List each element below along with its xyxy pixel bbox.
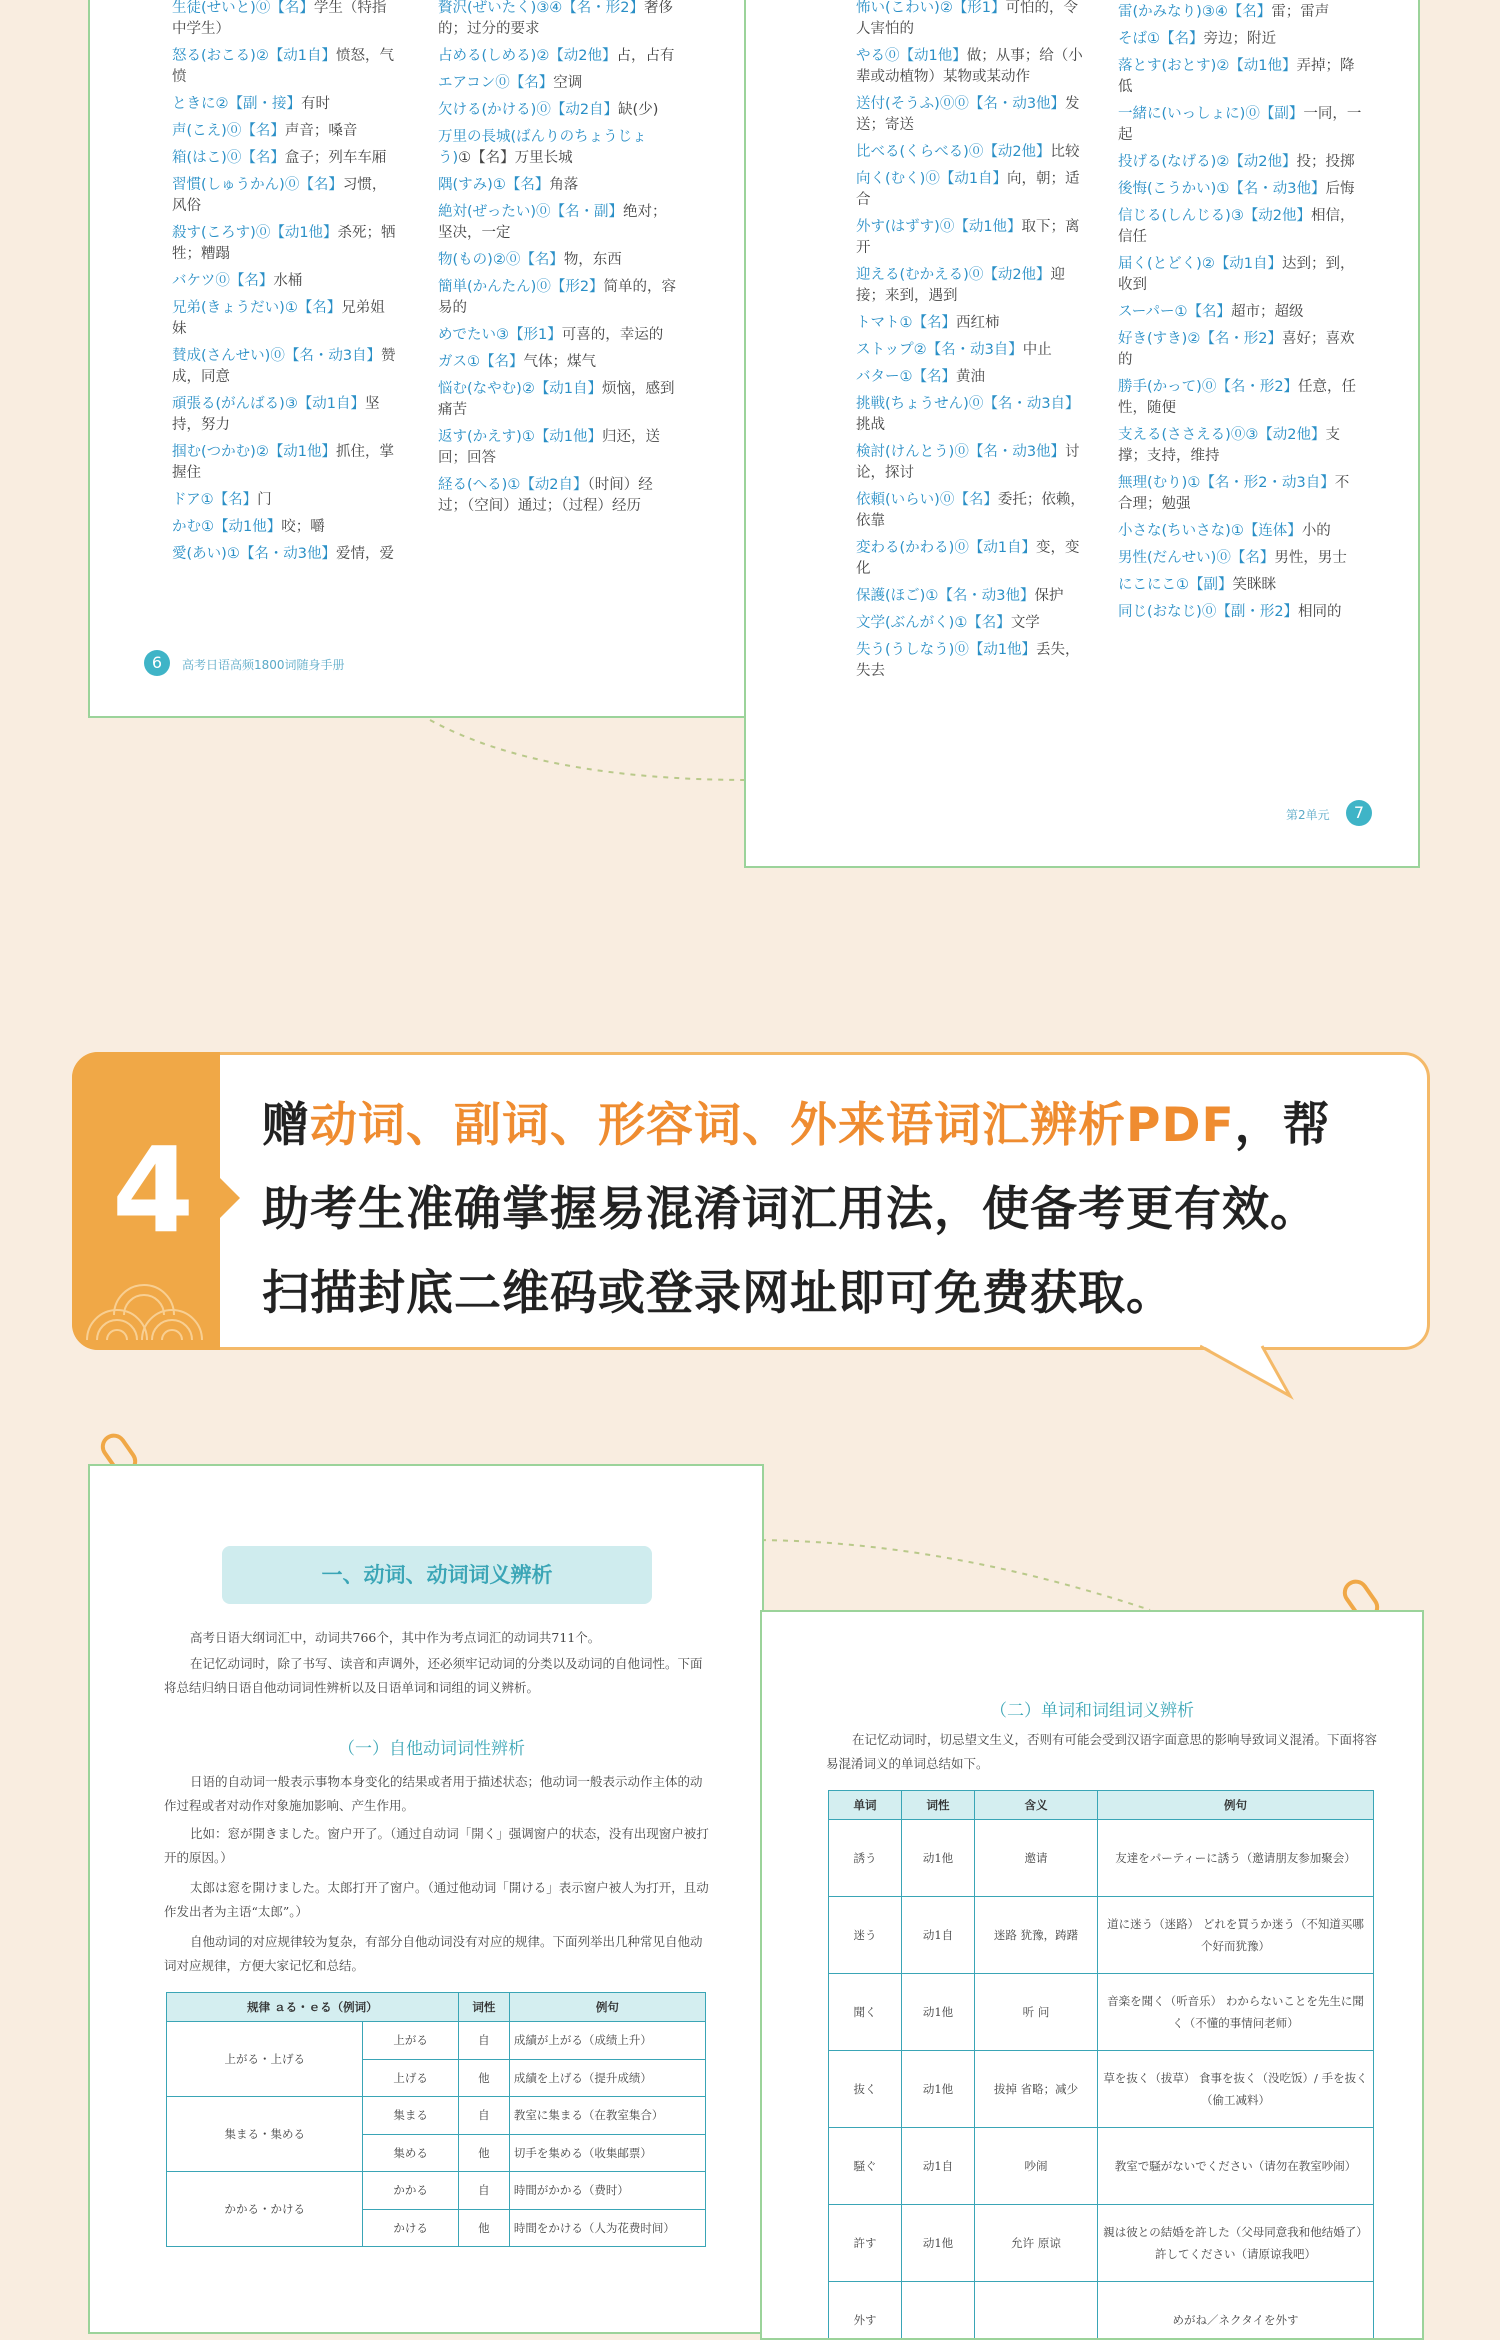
callout-line-1-suffix: ，帮 (1235, 1098, 1331, 1153)
vocab-definition: 烦恼，感到痛苦 (438, 381, 675, 418)
vocab-definition: 小的 (1302, 523, 1331, 539)
intro-paragraph-1: 高考日语大纲词汇中，动词共766个，其中作为考点词汇的动词共711个。 (190, 1626, 710, 1650)
page-footer-text: 第2单元 (1286, 806, 1330, 823)
explanation-paragraph-1: 日语的自动词一般表示事物本身变化的结果或者用于描述状态；他动词一般表示动作主体的动作过程或者对动作对象施加影响、产生作用。 (164, 1770, 710, 1818)
vocab-definition: 抓住，掌握住 (172, 444, 394, 481)
vocab-entry (172, 0, 397, 40)
vocab-entry (1118, 254, 1363, 296)
table-cell: 草を抜く（拔草） 食事を抜く（没吃饭）/ 手を抜く（偷工减料） (1098, 2051, 1374, 2128)
callout-line-1-prefix: 赠 (262, 1098, 310, 1153)
vocab-entry (856, 94, 1091, 136)
vocab-definition: 投；投掷 (1297, 154, 1355, 170)
vocab-definition: 杀死；牺牲；糟蹋 (172, 225, 396, 262)
vocab-entry (1118, 521, 1363, 542)
table-cell: 吵闹 (975, 2128, 1098, 2205)
vocab-entry (438, 202, 678, 244)
vocab-headword: 一緒に(いっしょに)⓪【副】 (1118, 106, 1303, 122)
table-cell: 自 (458, 2097, 509, 2135)
vocab-definition: 笑眯眯 (1233, 577, 1277, 593)
table-cell (902, 2282, 975, 2340)
vocab-headword: エアコン⓪【名】 (438, 75, 553, 91)
vocab-entry (172, 175, 397, 217)
table-cell: 动1他 (902, 1820, 975, 1897)
vocab-entry (856, 490, 1091, 532)
vocab-headword: 怒る(おこる)②【动1自】 (172, 48, 336, 64)
vocab-column-1 (172, 0, 397, 571)
vocab-entry (172, 490, 397, 511)
table-header: 例句 (1098, 1791, 1374, 1820)
vocab-entry (172, 298, 397, 340)
vocab-headword: 返す(かえす)①【动1他】 (438, 429, 602, 445)
vocab-definition: 盒子；列车车厢 (285, 150, 387, 166)
vocab-headword: 失う(うしなう)⓪【动1他】 (856, 642, 1036, 658)
vocab-entry (1118, 425, 1363, 467)
vocab-definition: 黄油 (956, 369, 985, 385)
vocab-entry (856, 0, 1091, 40)
vocab-headword: 怖い(こわい)②【形1】 (856, 0, 1006, 16)
vocab-entry (172, 94, 397, 115)
table-cell (975, 2282, 1098, 2340)
table-cell: 迷う (829, 1897, 902, 1974)
vocab-definition: 声音；嗓音 (285, 123, 358, 139)
vocab-entry (856, 217, 1091, 259)
vocab-definition: 喜好；喜欢的 (1118, 331, 1355, 368)
vocab-column-2 (1118, 2, 1363, 629)
vocab-headword: 検討(けんとう)⓪【名・动3他】 (856, 444, 1065, 460)
vocab-definition: ①【名】万里长城 (458, 150, 573, 166)
vocab-definition: 咬；嚼 (281, 519, 325, 535)
verb-analysis-page (88, 1464, 764, 2334)
vocab-headword: 生徒(せいと)⓪【名】 (172, 0, 314, 16)
vocab-entry (856, 586, 1091, 607)
vocab-entry (172, 148, 397, 169)
callout-number: 4 (112, 1130, 194, 1250)
vocab-definition: 占，占有 (617, 48, 675, 64)
table-cell: 他 (458, 2209, 509, 2247)
vocab-entry (1118, 473, 1363, 515)
vocab-headword: 後悔(こうかい)①【名・动3他】 (1118, 181, 1326, 197)
table-cell: 允许 原谅 (975, 2205, 1098, 2282)
vocab-headword: 習慣(しゅうかん)⓪【名】 (172, 177, 343, 193)
vocab-entry (172, 46, 397, 88)
table-header: 词性 (902, 1791, 975, 1820)
vocab-definition: 中止 (1023, 342, 1052, 358)
table-header: 词性 (458, 1993, 509, 2022)
vocab-page-right (744, 0, 1420, 868)
table-header: 单词 (829, 1791, 902, 1820)
vocab-definition: 归还，送回；回答 (438, 429, 660, 466)
vocab-headword: 同じ(おなじ)⓪【副・形2】 (1118, 604, 1298, 620)
vocab-headword: 欠ける(かける)⓪【动2自】 (438, 102, 618, 118)
section-subtitle: （二）单词和词组词义辨析 (990, 1696, 1194, 1721)
speech-tail (1200, 1344, 1320, 1404)
table-cell: 抜く (829, 2051, 902, 2128)
table-cell: めがね／ネクタイを外す (1098, 2282, 1374, 2340)
vocab-definition: 西红柿 (956, 315, 1000, 331)
vocab-entry (856, 46, 1091, 88)
vocab-headword: 物(もの)②⓪【名】 (438, 252, 564, 268)
table-cell: 邀请 (975, 1820, 1098, 1897)
vocab-headword: 万里の長城(ばんりのちょうじょう) (438, 129, 647, 166)
vocab-definition: 缺(少) (618, 102, 658, 118)
verb-pair-table (166, 1992, 706, 2247)
word-meaning-table (828, 1790, 1374, 2340)
vocab-entry (438, 0, 678, 40)
vocab-definition: 气体；煤气 (524, 354, 597, 370)
table-cell: 道に迷う（迷路） どれを買うか迷う（不知道买哪个好而犹豫） (1098, 1897, 1374, 1974)
vocab-headword: ときに②【副・接】 (172, 96, 301, 112)
vocab-entry (172, 223, 397, 265)
vocab-entry (438, 250, 678, 271)
vocab-headword: 贅沢(ぜいたく)③④【名・形2】 (438, 0, 644, 16)
table-cell: 动1自 (902, 2128, 975, 2205)
vocab-entry (1118, 206, 1363, 248)
table-cell: 時間がかかる（费时） (509, 2172, 705, 2210)
vocab-entry (438, 475, 678, 517)
vocab-headword: 比べる(くらべる)⓪【动2他】 (856, 144, 1051, 160)
vocab-headword: 声(こえ)⓪【名】 (172, 123, 285, 139)
section-banner: 一、动词、动词词义辨析 (222, 1546, 652, 1604)
vocab-definition: 雷；雷声 (1271, 4, 1329, 20)
page-number-badge: 6 (144, 650, 170, 676)
table-cell: 拔掉 省略；减少 (975, 2051, 1098, 2128)
vocab-definition: 可怕的，令人害怕的 (856, 0, 1078, 37)
table-row (829, 1820, 1374, 1897)
table-cell: 誘う (829, 1820, 902, 1897)
intro-paragraph: 在记忆动词时，切忌望文生义，否则有可能会受到汉语字面意思的影响导致词义混淆。下面将容易混淆词义的单词总结如下。 (826, 1728, 1386, 1776)
table-cell: 自 (458, 2022, 509, 2060)
vocab-headword: かむ①【动1他】 (172, 519, 281, 535)
table-cell: 上げる (363, 2059, 458, 2097)
table-cell: 成績を上げる（提升成绩） (509, 2059, 705, 2097)
vocab-entry (1118, 29, 1363, 50)
table-cell: 动1他 (902, 2205, 975, 2282)
vocab-headword: 保護(ほご)①【名・动3他】 (856, 588, 1035, 604)
table-cell: 教室に集まる（在教室集合） (509, 2097, 705, 2135)
vocab-headword: 投げる(なげる)②【动2他】 (1118, 154, 1297, 170)
vocab-entry (438, 352, 678, 373)
table-header: 含义 (975, 1791, 1098, 1820)
vocab-definition: 变，变化 (856, 540, 1080, 577)
table-cell: 集める (363, 2134, 458, 2172)
vocab-headword: 経る(へる)①【动2自】 (438, 477, 588, 493)
vocab-definition: 不合理；勉强 (1118, 475, 1349, 512)
example-paragraph-1: 比如：窓が開きました。窗户开了。（通过自动词「開く」强调窗户的状态，没有出现窗户被打开的原因。） (164, 1822, 710, 1870)
vocab-entry (1118, 602, 1363, 623)
vocab-definition: 达到；到，收到 (1118, 256, 1355, 293)
vocab-definition: 兄弟姐妹 (172, 300, 385, 337)
table-cell: かける (363, 2209, 458, 2247)
vocab-definition: 爱情，爱 (336, 546, 394, 562)
vocab-entry (438, 379, 678, 421)
vocab-definition: 做；从事；给（小辈或动植物）某物或某动作 (856, 48, 1083, 85)
vocab-definition: 后悔 (1326, 181, 1355, 197)
vocab-entry (856, 169, 1091, 211)
vocab-entry (1118, 377, 1363, 419)
vocab-entry (172, 394, 397, 436)
vocab-definition: 相信，信任 (1118, 208, 1355, 245)
vocab-headword: 依頼(いらい)⓪【名】 (856, 492, 998, 508)
table-cell: 時間をかける（人为花费时间） (509, 2209, 705, 2247)
vocab-headword: 頑張る(がんばる)③【动1自】 (172, 396, 365, 412)
vocab-entry (1118, 179, 1363, 200)
vocab-entry (1118, 575, 1363, 596)
vocab-headword: そば①【名】 (1118, 31, 1204, 47)
vocab-definition: 习惯，风俗 (172, 177, 386, 214)
vocab-definition: 物，东西 (564, 252, 622, 268)
vocab-entry (856, 367, 1091, 388)
table-cell: 动1他 (902, 2051, 975, 2128)
page-footer-text: 高考日语高频1800词随身手册 (182, 656, 345, 673)
vocab-definition: 相同的 (1298, 604, 1342, 620)
table-header: 规律 ａる・ｅる（例词） (167, 1993, 459, 2022)
vocab-definition: 支撑；支持，维持 (1118, 427, 1340, 464)
table-cell: 外す (829, 2282, 902, 2340)
table-cell: 自 (458, 2172, 509, 2210)
table-cell: 上がる (363, 2022, 458, 2060)
vocab-headword: やる⓪【动1他】 (856, 48, 967, 64)
vocab-entry (1118, 329, 1363, 371)
table-cell: 他 (458, 2134, 509, 2172)
table-cell: 听 问 (975, 1974, 1098, 2051)
vocab-headword: 届く(とどく)②【动1自】 (1118, 256, 1282, 272)
verb-pair-cell: 集まる・集める (167, 2097, 363, 2172)
table-cell: 音楽を聞く（听音乐） わからないことを先生に聞く（不懂的事情问老师） (1098, 1974, 1374, 2051)
vocab-entry (438, 127, 678, 169)
table-cell: 迷路 犹豫，踌躇 (975, 1897, 1098, 1974)
table-row (829, 1974, 1374, 2051)
vocab-entry (1118, 548, 1363, 569)
vocab-headword: ストップ②【名・动3自】 (856, 342, 1023, 358)
vocab-entry (438, 46, 678, 67)
vocab-definition: 委托；依赖，依靠 (856, 492, 1085, 529)
vocab-headword: スーパー①【名】 (1118, 304, 1231, 320)
table-row (829, 2282, 1374, 2340)
vocab-entry (1118, 152, 1363, 173)
vocab-headword: 落とす(おとす)②【动1他】 (1118, 58, 1297, 74)
vocab-headword: 絶対(ぜったい)⓪【名・副】 (438, 204, 623, 220)
vocab-headword: 文学(ぶんがく)①【名】 (856, 615, 1011, 631)
vocab-headword: 送付(そうふ)⓪⓪【名・动3他】 (856, 96, 1065, 112)
vocab-entry (856, 142, 1091, 163)
vocab-definition: 取下；离开 (856, 219, 1080, 256)
vocab-definition: 坚持，努力 (172, 396, 380, 433)
vocab-headword: 賛成(さんせい)⓪【名・动3自】 (172, 348, 381, 364)
vocab-headword: 向く(むく)⓪【动1自】 (856, 171, 1007, 187)
vocab-definition: 水桶 (273, 273, 302, 289)
table-cell: 教室で騒がないでください（请勿在教室吵闹） (1098, 2128, 1374, 2205)
table-row (829, 1897, 1374, 1974)
vocab-entry (172, 517, 397, 538)
vocab-headword: 簡単(かんたん)⓪【形2】 (438, 279, 604, 295)
vocab-headword: 勝手(かって)⓪【名・形2】 (1118, 379, 1298, 395)
vocab-entry (438, 427, 678, 469)
vocab-entry (1118, 56, 1363, 98)
table-row (829, 2128, 1374, 2205)
vocab-entry (1118, 302, 1363, 323)
vocab-definition: 向，朝；适合 (856, 171, 1080, 208)
callout-line-1 (262, 1088, 1331, 1155)
vocab-headword: 雷(かみなり)③④【名】 (1118, 4, 1271, 20)
vocab-entry (438, 100, 678, 121)
wave-pattern (82, 1270, 212, 1346)
vocab-entry (856, 265, 1091, 307)
word-analysis-page (760, 1610, 1424, 2340)
vocab-entry (438, 277, 678, 319)
vocab-entry (172, 271, 397, 292)
table-cell: 友達をパーティーに誘う（邀请朋友参加聚会） (1098, 1820, 1374, 1897)
vocab-headword: 迎える(むかえる)⓪【动2他】 (856, 267, 1051, 283)
vocab-headword: 無理(むり)①【名・形2・动3自】 (1118, 475, 1335, 491)
vocab-definition: 迎接；来到，遇到 (856, 267, 1065, 304)
vocab-headword: 変わる(かわる)⓪【动1自】 (856, 540, 1036, 556)
vocab-headword: 男性(だんせい)⓪【名】 (1118, 550, 1274, 566)
vocab-definition: 愤怒，气愤 (172, 48, 394, 85)
vocab-headword: 殺す(ころす)⓪【动1他】 (172, 225, 338, 241)
vocab-entry (856, 640, 1091, 682)
vocab-page-left (88, 0, 764, 718)
vocab-definition: 超市；超级 (1231, 304, 1304, 320)
intro-paragraph-2: 在记忆动词时，除了书写、读音和声调外，还必须牢记动词的分类以及动词的自他词性。下面将总结归纳日语自他动词词性辨析以及日语单词和词组的词义辨析。 (164, 1652, 710, 1700)
vocab-column-1 (856, 0, 1091, 688)
vocab-headword: 小さな(ちいさな)①【连体】 (1118, 523, 1302, 539)
vocab-entry (856, 394, 1091, 436)
vocab-definition: 发送；寄送 (856, 96, 1080, 133)
vocab-definition: 一同，一起 (1118, 106, 1361, 143)
vocab-entry (438, 325, 678, 346)
vocab-headword: にこにこ①【副】 (1118, 577, 1233, 593)
table-cell: かかる (363, 2172, 458, 2210)
vocab-entry (856, 340, 1091, 361)
table-cell: 成績が上がる（成绩上升） (509, 2022, 705, 2060)
vocab-entry (856, 313, 1091, 334)
vocab-definition: 任意，任性，随便 (1118, 379, 1356, 416)
vocab-definition: 丢失，失去 (856, 642, 1080, 679)
vocab-headword: 掴む(つかむ)②【动1他】 (172, 444, 336, 460)
vocab-headword: めでたい③【形1】 (438, 327, 562, 343)
vocab-definition: 文学 (1011, 615, 1040, 631)
vocab-headword: 悩む(なやむ)②【动1自】 (438, 381, 602, 397)
explanation-paragraph-2: 自他动词的对应规律较为复杂，有部分自他动词没有对应的规律。下面列举出几种常见自他动词对应规律，方便大家记忆和总结。 (164, 1930, 710, 1978)
table-cell: 聞く (829, 1974, 902, 2051)
vocab-entry (172, 346, 397, 388)
table-cell: 許す (829, 2205, 902, 2282)
table-row (829, 2205, 1374, 2282)
vocab-headword: 兄弟(きょうだい)①【名】 (172, 300, 341, 316)
vocab-entry (1118, 104, 1363, 146)
vocab-headword: バター①【名】 (856, 369, 956, 385)
table-row (167, 2022, 706, 2060)
vocab-definition: 挑战 (856, 417, 885, 433)
vocab-headword: バケツ⓪【名】 (172, 273, 273, 289)
vocab-definition: 讨论，探讨 (856, 444, 1080, 481)
vocab-entry (172, 544, 397, 565)
vocab-headword: 占める(しめる)②【动2他】 (438, 48, 617, 64)
vocab-headword: 箱(はこ)⓪【名】 (172, 150, 285, 166)
vocab-headword: 隅(すみ)①【名】 (438, 177, 549, 193)
vocab-entry (438, 73, 678, 94)
vocab-headword: ドア①【名】 (172, 492, 257, 508)
table-row (167, 2097, 706, 2135)
vocab-entry (856, 613, 1091, 634)
verb-pair-cell: 上がる・上げる (167, 2022, 363, 2097)
vocab-headword: 外す(はずす)⓪【动1他】 (856, 219, 1022, 235)
vocab-entry (856, 538, 1091, 580)
vocab-definition: 学生（特指中学生） (172, 0, 386, 37)
table-cell: 切手を集める（收集邮票） (509, 2134, 705, 2172)
vocab-definition: 弄掉；降低 (1118, 58, 1355, 95)
vocab-definition: （时间）经过；（空间）通过；（过程）经历 (438, 477, 653, 514)
vocab-headword: 挑戦(ちょうせん)⓪【名・动3自】 (856, 396, 1080, 412)
vocab-definition: 可喜的，幸运的 (562, 327, 664, 343)
vocab-definition: 男性，男士 (1274, 550, 1347, 566)
vocab-headword: 愛(あい)①【名・动3他】 (172, 546, 336, 562)
dashed-connector-bottom (740, 1530, 1160, 1620)
vocab-entry (172, 121, 397, 142)
example-paragraph-2: 太郎は窓を開けました。太郎打开了窗户。（通过他动词「開ける」表示窗户被人为打开，且动作发出者为主语“太郎”。） (164, 1876, 710, 1924)
vocab-headword: トマト①【名】 (856, 315, 956, 331)
table-header: 例句 (509, 1993, 705, 2022)
section-subtitle: （一）自他动词词性辨析 (338, 1734, 525, 1759)
vocab-headword: 支える(ささえる)⓪③【动2他】 (1118, 427, 1326, 443)
table-cell: 親は彼との結婚を許した（父母同意我和他结婚了） 許してください（请原谅我吧） (1098, 2205, 1374, 2282)
vocab-definition: 旁边；附近 (1204, 31, 1277, 47)
callout-line-3: 扫描封底二维码或登录网址即可免费获取。 (262, 1256, 1174, 1323)
table-cell: 动1自 (902, 1897, 975, 1974)
vocab-definition: 有时 (301, 96, 330, 112)
callout-arrow (214, 1172, 240, 1224)
table-row (829, 2051, 1374, 2128)
vocab-definition: 奢侈的；过分的要求 (438, 0, 673, 37)
vocab-definition: 绝对；坚决，一定 (438, 204, 667, 241)
vocab-definition: 简单的，容易的 (438, 279, 676, 316)
vocab-entry (172, 442, 397, 484)
vocab-entry (438, 175, 678, 196)
vocab-column-2 (438, 0, 678, 523)
vocab-headword: 好き(すき)②【名・形2】 (1118, 331, 1282, 347)
vocab-headword: ガス①【名】 (438, 354, 524, 370)
table-cell: 动1他 (902, 1974, 975, 2051)
vocab-entry (1118, 2, 1363, 23)
table-cell: 騒ぐ (829, 2128, 902, 2205)
page-number-badge: 7 (1346, 800, 1372, 826)
vocab-definition: 门 (257, 492, 272, 508)
vocab-definition: 比较 (1051, 144, 1080, 160)
verb-pair-cell: かかる・かける (167, 2172, 363, 2247)
vocab-definition: 角落 (549, 177, 578, 193)
vocab-definition: 保护 (1035, 588, 1064, 604)
callout-line-2: 助考生准确掌握易混淆词汇用法，使备考更有效。 (262, 1172, 1318, 1239)
vocab-definition: 赞成，同意 (172, 348, 396, 385)
table-cell: 集まる (363, 2097, 458, 2135)
table-row (167, 2172, 706, 2210)
vocab-headword: 信じる(しんじる)③【动2他】 (1118, 208, 1311, 224)
table-cell: 他 (458, 2059, 509, 2097)
vocab-entry (856, 442, 1091, 484)
vocab-definition: 空调 (553, 75, 582, 91)
callout-highlight: 动词、副词、形容词、外来语词汇辨析PDF (310, 1098, 1235, 1153)
